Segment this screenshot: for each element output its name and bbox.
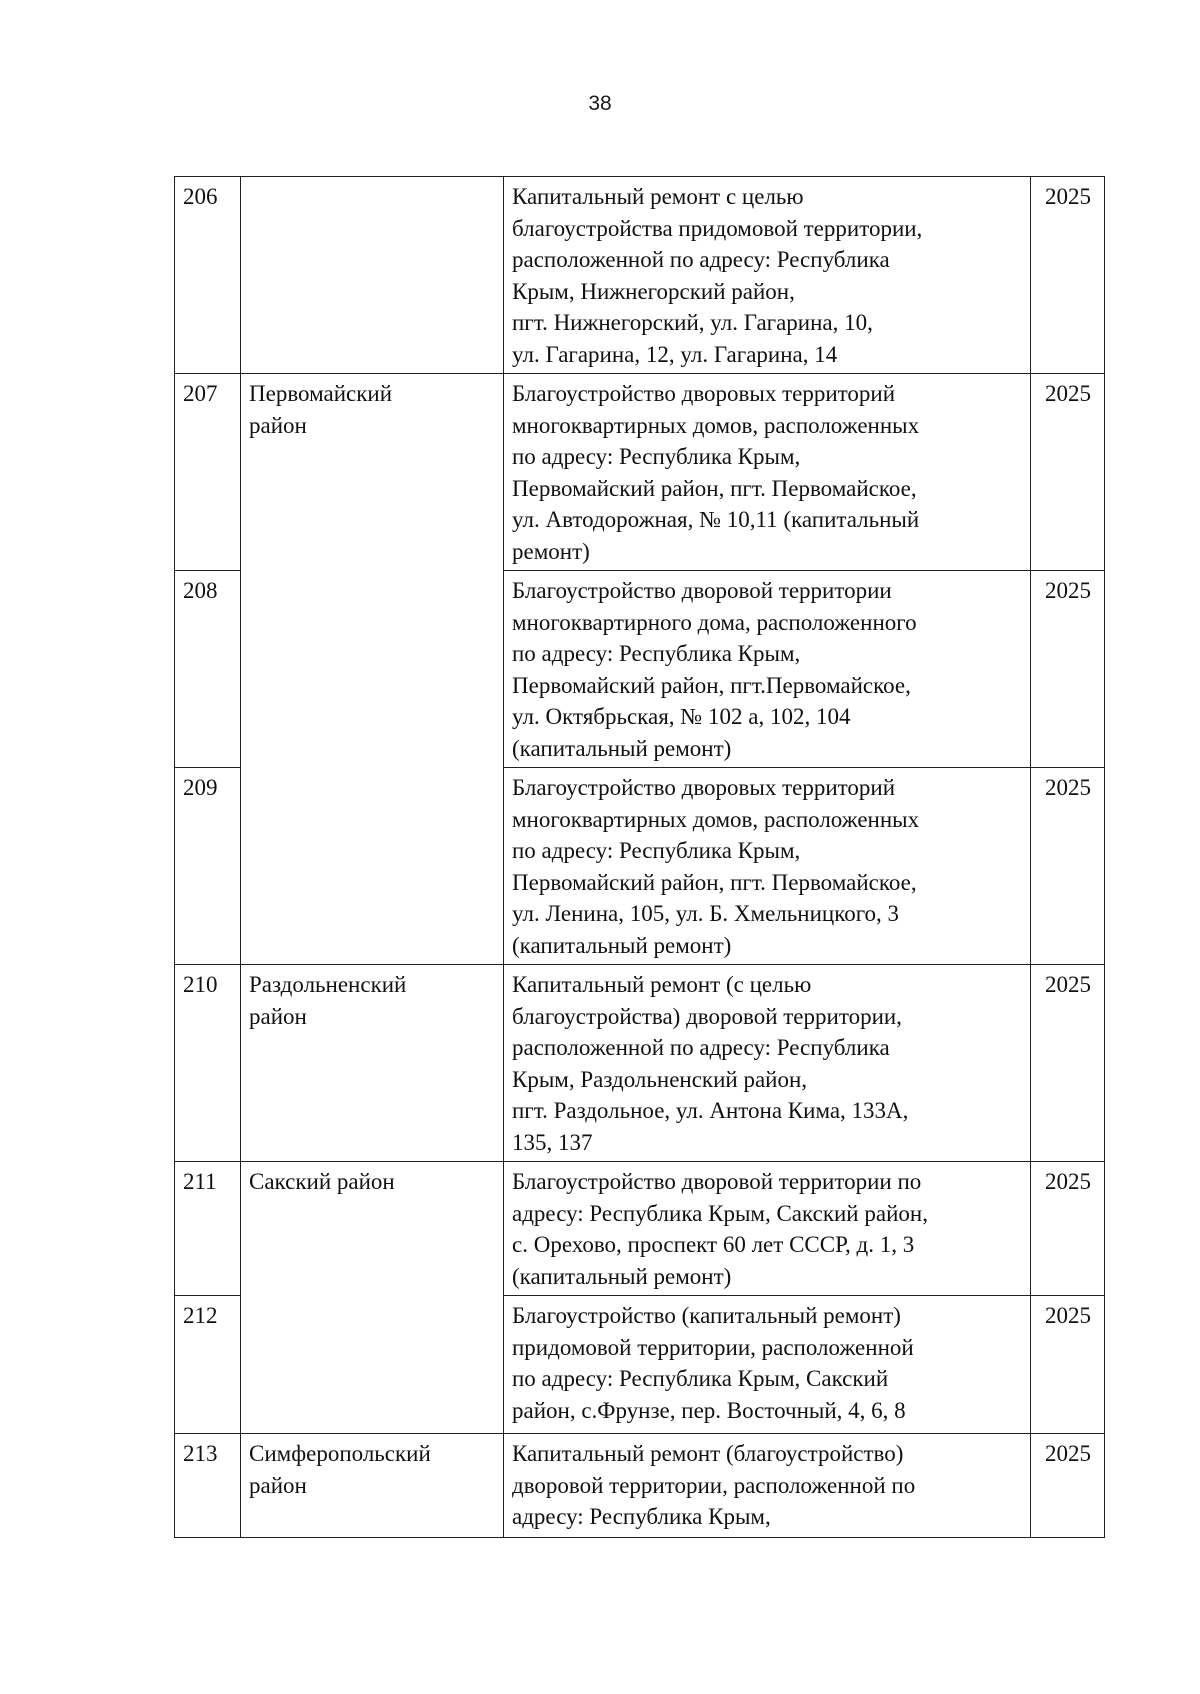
description-line: Крым, Раздольненский район, bbox=[512, 1066, 808, 1092]
row-number: 211 bbox=[175, 1162, 241, 1296]
page-number: 38 bbox=[588, 92, 612, 115]
table-body bbox=[175, 177, 1105, 1538]
object-description bbox=[504, 1434, 1031, 1538]
year-cell: 2025 bbox=[1031, 768, 1105, 965]
district-cell-empty bbox=[241, 177, 504, 374]
description-line: ул. Октябрьская, № 102 а, 102, 104 bbox=[512, 704, 851, 729]
district-line: район bbox=[249, 412, 307, 438]
description-line: Капитальный ремонт с целью bbox=[512, 184, 804, 209]
description-line: (капитальный ремонт) bbox=[512, 1263, 732, 1289]
year-cell: 2025 bbox=[1031, 965, 1105, 1162]
description-line: (капитальный ремонт) bbox=[512, 735, 732, 761]
object-description bbox=[504, 965, 1031, 1162]
district-cell bbox=[241, 1162, 504, 1434]
district-cell bbox=[241, 965, 504, 1162]
district-line: Раздольненский bbox=[249, 972, 407, 997]
description-line: Благоустройство дворовых территорий bbox=[512, 775, 896, 800]
row-number: 207 bbox=[175, 374, 241, 571]
description-line: Крым, Нижнегорский район, bbox=[512, 278, 795, 304]
row-number: 209 bbox=[175, 768, 241, 965]
district-line: Сакский район bbox=[249, 1169, 395, 1194]
object-description bbox=[504, 374, 1031, 571]
description-line: по адресу: Республика Крым, bbox=[512, 641, 801, 666]
row-number: 213 bbox=[175, 1434, 241, 1538]
district-cell bbox=[241, 1434, 504, 1538]
description-line: (капитальный ремонт) bbox=[512, 932, 732, 958]
description-line: благоустройства придомовой территории, bbox=[512, 215, 923, 241]
year-cell: 2025 bbox=[1031, 1296, 1105, 1434]
description-line: Первомайский район, пгт. Первомайское, bbox=[512, 475, 917, 501]
year-cell: 2025 bbox=[1031, 571, 1105, 768]
description-line: многоквартирных домов, расположенных bbox=[512, 806, 920, 832]
year-cell: 2025 bbox=[1031, 177, 1105, 374]
district-line: Первомайский bbox=[249, 381, 392, 406]
district-line: Симферопольский bbox=[249, 1441, 431, 1466]
row-number: 208 bbox=[175, 571, 241, 768]
table-row bbox=[175, 1162, 1105, 1296]
description-line: расположенной по адресу: Республика bbox=[512, 1035, 890, 1060]
object-description bbox=[504, 571, 1031, 768]
year-cell: 2025 bbox=[1031, 1162, 1105, 1296]
year-cell: 2025 bbox=[1031, 374, 1105, 571]
description-line: 135, 137 bbox=[512, 1129, 593, 1155]
object-description bbox=[504, 768, 1031, 965]
description-line: по адресу: Республика Крым, Сакский bbox=[512, 1366, 889, 1391]
description-line: Благоустройство (капитальный ремонт) bbox=[512, 1303, 901, 1328]
district-cell bbox=[241, 374, 504, 965]
description-line: Капитальный ремонт (с целью bbox=[512, 972, 812, 997]
description-line: расположенной по адресу: Республика bbox=[512, 247, 890, 272]
description-line: дворовой территории, расположенной по bbox=[512, 1472, 916, 1498]
table-row bbox=[175, 177, 1105, 374]
description-line: Первомайский район, пгт. Первомайское, bbox=[512, 869, 917, 895]
description-line: Благоустройство дворовой территории по bbox=[512, 1169, 922, 1194]
description-line: адресу: Республика Крым, Сакский район, bbox=[512, 1200, 928, 1226]
description-line: Первомайский район, пгт.Первомайское, bbox=[512, 672, 911, 698]
description-line: ул. Автодорожная, № 10,11 (капитальный bbox=[512, 507, 920, 532]
description-line: многоквартирного дома, расположенного bbox=[512, 609, 917, 635]
table-row bbox=[175, 965, 1105, 1162]
district-line: район bbox=[249, 1472, 307, 1498]
description-line: Благоустройство дворовой территории bbox=[512, 578, 892, 603]
description-line: Капитальный ремонт (благоустройство) bbox=[512, 1441, 904, 1466]
description-line: ул. Гагарина, 12, ул. Гагарина, 14 bbox=[512, 341, 838, 367]
row-number: 210 bbox=[175, 965, 241, 1162]
description-line: пгт. Раздольное, ул. Антона Кима, 133А, bbox=[512, 1098, 909, 1123]
object-description bbox=[504, 1162, 1031, 1296]
description-line: ул. Ленина, 105, ул. Б. Хмельницкого, 3 bbox=[512, 901, 900, 926]
description-line: с. Орехово, проспект 60 лет СССР, д. 1, 3 bbox=[512, 1232, 915, 1257]
table-row bbox=[175, 374, 1105, 571]
description-line: благоустройства) дворовой территории, bbox=[512, 1003, 902, 1029]
description-line: по адресу: Республика Крым, bbox=[512, 838, 801, 863]
object-register-table bbox=[174, 176, 1105, 1538]
object-description bbox=[504, 177, 1031, 374]
description-line: адресу: Республика Крым, bbox=[512, 1504, 771, 1529]
row-number: 212 bbox=[175, 1296, 241, 1434]
description-line: Благоустройство дворовых территорий bbox=[512, 381, 896, 406]
description-line: по адресу: Республика Крым, bbox=[512, 444, 801, 469]
table-row bbox=[175, 1434, 1105, 1538]
description-line: пгт. Нижнегорский, ул. Гагарина, 10, bbox=[512, 310, 873, 335]
description-line: ремонт) bbox=[512, 538, 590, 564]
district-line: район bbox=[249, 1003, 307, 1029]
description-line: район, с.Фрунзе, пер. Восточный, 4, 6, 8 bbox=[512, 1397, 906, 1423]
year-cell: 2025 bbox=[1031, 1434, 1105, 1538]
description-line: многоквартирных домов, расположенных bbox=[512, 412, 920, 438]
object-description bbox=[504, 1296, 1031, 1434]
row-number: 206 bbox=[175, 177, 241, 374]
description-line: придомовой территории, расположенной bbox=[512, 1334, 914, 1360]
